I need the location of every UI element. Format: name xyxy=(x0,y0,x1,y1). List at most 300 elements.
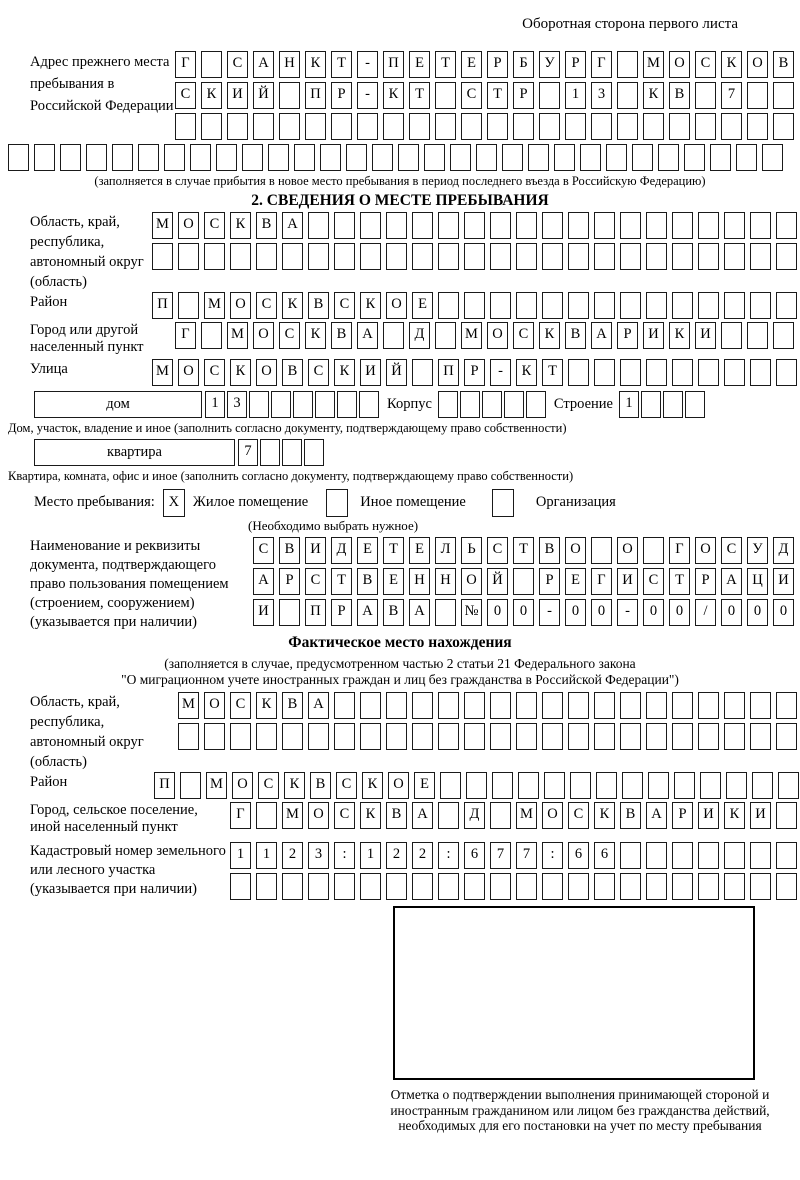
char-cell[interactable] xyxy=(242,144,263,171)
char-cell[interactable]: К xyxy=(282,292,303,319)
char-cell[interactable]: О xyxy=(487,322,508,349)
char-cell[interactable]: О xyxy=(542,802,563,829)
char-cell[interactable]: Т xyxy=(669,568,690,595)
char-cell[interactable]: Г xyxy=(591,51,612,78)
char-cell[interactable]: Е xyxy=(412,292,433,319)
char-cell[interactable]: Р xyxy=(487,51,508,78)
char-cell[interactable] xyxy=(334,692,355,719)
char-cell[interactable] xyxy=(464,243,485,270)
char-cell[interactable] xyxy=(230,243,251,270)
char-cell[interactable] xyxy=(490,692,511,719)
char-cell[interactable]: Й xyxy=(386,359,407,386)
char-cell[interactable] xyxy=(698,692,719,719)
char-cell[interactable] xyxy=(542,692,563,719)
char-cell[interactable]: А xyxy=(412,802,433,829)
char-cell[interactable] xyxy=(461,113,482,140)
char-cell[interactable]: К xyxy=(721,51,742,78)
char-cell[interactable] xyxy=(568,723,589,750)
char-cell[interactable]: 6 xyxy=(594,842,615,869)
char-cell[interactable]: 7 xyxy=(721,82,742,109)
char-cell[interactable]: И xyxy=(643,322,664,349)
char-cell[interactable] xyxy=(773,113,794,140)
char-cell[interactable] xyxy=(175,113,196,140)
char-cell[interactable] xyxy=(646,692,667,719)
char-cell[interactable] xyxy=(279,82,300,109)
char-cell[interactable]: К xyxy=(305,51,326,78)
char-cell[interactable] xyxy=(178,723,199,750)
char-cell[interactable]: К xyxy=(230,359,251,386)
char-cell[interactable]: Р xyxy=(539,568,560,595)
char-cell[interactable] xyxy=(450,144,471,171)
char-cell[interactable]: С xyxy=(308,359,329,386)
char-cell[interactable] xyxy=(568,359,589,386)
char-cell[interactable] xyxy=(249,391,269,418)
char-cell[interactable]: Е xyxy=(383,568,404,595)
char-cell[interactable]: Р xyxy=(331,599,352,626)
char-cell[interactable]: О xyxy=(178,212,199,239)
char-cell[interactable] xyxy=(516,212,537,239)
char-cell[interactable]: 1 xyxy=(360,842,381,869)
char-cell[interactable] xyxy=(438,802,459,829)
char-cell[interactable]: С xyxy=(204,359,225,386)
char-cell[interactable] xyxy=(516,292,537,319)
char-cell[interactable]: В xyxy=(331,322,352,349)
char-cell[interactable] xyxy=(622,772,643,799)
char-cell[interactable] xyxy=(282,243,303,270)
char-cell[interactable]: К xyxy=(334,359,355,386)
char-cell[interactable]: Т xyxy=(487,82,508,109)
char-cell[interactable] xyxy=(646,842,667,869)
char-cell[interactable]: О xyxy=(669,51,690,78)
char-cell[interactable]: М xyxy=(643,51,664,78)
char-cell[interactable] xyxy=(591,537,612,564)
char-cell[interactable]: О xyxy=(253,322,274,349)
char-cell[interactable] xyxy=(412,873,433,900)
char-cell[interactable]: П xyxy=(383,51,404,78)
char-cell[interactable]: И xyxy=(305,537,326,564)
char-cell[interactable]: М xyxy=(152,359,173,386)
char-cell[interactable] xyxy=(672,692,693,719)
char-cell[interactable]: А xyxy=(357,599,378,626)
char-cell[interactable] xyxy=(138,144,159,171)
char-cell[interactable] xyxy=(383,113,404,140)
char-cell[interactable]: Р xyxy=(279,568,300,595)
char-cell[interactable] xyxy=(698,212,719,239)
char-cell[interactable]: М xyxy=(227,322,248,349)
char-cell[interactable] xyxy=(360,873,381,900)
char-cell[interactable]: К xyxy=(305,322,326,349)
char-cell[interactable] xyxy=(360,692,381,719)
char-cell[interactable]: С xyxy=(568,802,589,829)
char-cell[interactable]: Р xyxy=(331,82,352,109)
char-cell[interactable]: Н xyxy=(409,568,430,595)
char-cell[interactable] xyxy=(490,243,511,270)
char-cell[interactable] xyxy=(260,439,280,466)
char-cell[interactable] xyxy=(776,802,797,829)
char-cell[interactable]: Т xyxy=(383,537,404,564)
char-cell[interactable]: Р xyxy=(464,359,485,386)
char-cell[interactable] xyxy=(331,113,352,140)
char-cell[interactable] xyxy=(617,113,638,140)
char-cell[interactable]: Т xyxy=(513,537,534,564)
char-cell[interactable] xyxy=(308,243,329,270)
char-cell[interactable]: К xyxy=(230,212,251,239)
char-cell[interactable]: Н xyxy=(279,51,300,78)
char-cell[interactable] xyxy=(466,772,487,799)
char-cell[interactable]: А xyxy=(282,212,303,239)
char-cell[interactable] xyxy=(315,391,335,418)
char-cell[interactable]: : xyxy=(438,842,459,869)
char-cell[interactable]: С xyxy=(175,82,196,109)
char-cell[interactable]: В xyxy=(279,537,300,564)
char-cell[interactable] xyxy=(641,391,661,418)
char-cell[interactable] xyxy=(663,391,683,418)
char-cell[interactable] xyxy=(750,842,771,869)
char-cell[interactable] xyxy=(750,873,771,900)
char-cell[interactable]: 0 xyxy=(513,599,534,626)
char-cell[interactable] xyxy=(596,772,617,799)
char-cell[interactable] xyxy=(438,212,459,239)
char-cell[interactable]: В xyxy=(669,82,690,109)
char-cell[interactable] xyxy=(487,113,508,140)
char-cell[interactable] xyxy=(526,391,546,418)
char-cell[interactable]: М xyxy=(204,292,225,319)
char-cell[interactable]: О xyxy=(204,692,225,719)
char-cell[interactable]: А xyxy=(357,322,378,349)
char-cell[interactable] xyxy=(227,113,248,140)
char-cell[interactable]: 7 xyxy=(238,439,258,466)
char-cell[interactable]: 6 xyxy=(568,842,589,869)
char-cell[interactable]: / xyxy=(695,599,716,626)
char-cell[interactable] xyxy=(658,144,679,171)
char-cell[interactable]: П xyxy=(154,772,175,799)
char-cell[interactable] xyxy=(724,243,745,270)
char-cell[interactable]: А xyxy=(409,599,430,626)
char-cell[interactable]: Т xyxy=(542,359,563,386)
char-cell[interactable]: А xyxy=(646,802,667,829)
char-cell[interactable] xyxy=(271,391,291,418)
char-cell[interactable] xyxy=(568,212,589,239)
char-cell[interactable] xyxy=(256,802,277,829)
char-cell[interactable] xyxy=(438,873,459,900)
char-cell[interactable]: С xyxy=(204,212,225,239)
char-cell[interactable] xyxy=(490,723,511,750)
char-cell[interactable] xyxy=(750,292,771,319)
char-cell[interactable] xyxy=(568,292,589,319)
char-cell[interactable] xyxy=(698,243,719,270)
char-cell[interactable]: 2 xyxy=(386,842,407,869)
char-cell[interactable] xyxy=(750,243,771,270)
char-cell[interactable]: Б xyxy=(513,51,534,78)
char-cell[interactable]: : xyxy=(334,842,355,869)
char-cell[interactable] xyxy=(360,723,381,750)
char-cell[interactable]: А xyxy=(253,51,274,78)
char-cell[interactable]: Д xyxy=(331,537,352,564)
char-cell[interactable] xyxy=(294,144,315,171)
stay-option-organization-checkbox[interactable] xyxy=(492,489,514,517)
char-cell[interactable] xyxy=(438,692,459,719)
char-cell[interactable]: Д xyxy=(409,322,430,349)
char-cell[interactable]: В xyxy=(256,212,277,239)
char-cell[interactable]: С xyxy=(227,51,248,78)
char-cell[interactable]: - xyxy=(357,51,378,78)
char-cell[interactable] xyxy=(539,113,560,140)
char-cell[interactable] xyxy=(279,599,300,626)
char-cell[interactable]: О xyxy=(388,772,409,799)
char-cell[interactable] xyxy=(724,873,745,900)
char-cell[interactable] xyxy=(570,772,591,799)
char-cell[interactable]: 7 xyxy=(516,842,537,869)
char-cell[interactable] xyxy=(490,802,511,829)
char-cell[interactable] xyxy=(591,113,612,140)
char-cell[interactable]: 6 xyxy=(464,842,485,869)
char-cell[interactable]: О xyxy=(461,568,482,595)
char-cell[interactable]: Е xyxy=(409,51,430,78)
char-cell[interactable]: - xyxy=(490,359,511,386)
char-cell[interactable]: 3 xyxy=(308,842,329,869)
char-cell[interactable]: Р xyxy=(513,82,534,109)
stay-option-other-checkbox[interactable] xyxy=(326,489,348,517)
char-cell[interactable] xyxy=(334,873,355,900)
char-cell[interactable]: Р xyxy=(672,802,693,829)
char-cell[interactable] xyxy=(360,243,381,270)
char-cell[interactable] xyxy=(776,292,797,319)
char-cell[interactable] xyxy=(372,144,393,171)
char-cell[interactable]: С xyxy=(253,537,274,564)
char-cell[interactable] xyxy=(672,243,693,270)
char-cell[interactable]: П xyxy=(438,359,459,386)
char-cell[interactable] xyxy=(304,439,324,466)
char-cell[interactable]: О xyxy=(178,359,199,386)
char-cell[interactable]: С xyxy=(334,292,355,319)
char-cell[interactable] xyxy=(542,243,563,270)
char-cell[interactable] xyxy=(435,113,456,140)
char-cell[interactable]: И xyxy=(253,599,274,626)
char-cell[interactable]: О xyxy=(308,802,329,829)
char-cell[interactable] xyxy=(440,772,461,799)
char-cell[interactable] xyxy=(502,144,523,171)
char-cell[interactable] xyxy=(204,243,225,270)
char-cell[interactable] xyxy=(724,723,745,750)
char-cell[interactable]: В xyxy=(282,692,303,719)
char-cell[interactable]: 1 xyxy=(619,391,639,418)
char-cell[interactable] xyxy=(518,772,539,799)
char-cell[interactable] xyxy=(492,772,513,799)
char-cell[interactable]: М xyxy=(516,802,537,829)
char-cell[interactable]: № xyxy=(461,599,482,626)
char-cell[interactable]: Й xyxy=(253,82,274,109)
char-cell[interactable] xyxy=(201,51,222,78)
char-cell[interactable] xyxy=(435,322,456,349)
char-cell[interactable]: В xyxy=(565,322,586,349)
char-cell[interactable]: А xyxy=(253,568,274,595)
char-cell[interactable] xyxy=(152,243,173,270)
char-cell[interactable] xyxy=(620,212,641,239)
char-cell[interactable] xyxy=(438,243,459,270)
char-cell[interactable]: О xyxy=(565,537,586,564)
char-cell[interactable] xyxy=(648,772,669,799)
char-cell[interactable] xyxy=(178,292,199,319)
char-cell[interactable] xyxy=(594,359,615,386)
char-cell[interactable]: О xyxy=(617,537,638,564)
char-cell[interactable] xyxy=(750,723,771,750)
char-cell[interactable] xyxy=(398,144,419,171)
char-cell[interactable] xyxy=(685,391,705,418)
char-cell[interactable] xyxy=(282,439,302,466)
char-cell[interactable] xyxy=(724,842,745,869)
char-cell[interactable] xyxy=(750,692,771,719)
char-cell[interactable]: Г xyxy=(669,537,690,564)
char-cell[interactable] xyxy=(476,144,497,171)
char-cell[interactable] xyxy=(216,144,237,171)
char-cell[interactable]: П xyxy=(305,82,326,109)
char-cell[interactable] xyxy=(747,113,768,140)
char-cell[interactable]: П xyxy=(152,292,173,319)
char-cell[interactable] xyxy=(672,842,693,869)
char-cell[interactable] xyxy=(542,873,563,900)
char-cell[interactable] xyxy=(112,144,133,171)
char-cell[interactable] xyxy=(86,144,107,171)
char-cell[interactable] xyxy=(568,243,589,270)
char-cell[interactable] xyxy=(204,723,225,750)
char-cell[interactable] xyxy=(750,359,771,386)
char-cell[interactable]: 1 xyxy=(565,82,586,109)
char-cell[interactable]: 2 xyxy=(412,842,433,869)
char-cell[interactable] xyxy=(435,82,456,109)
char-cell[interactable] xyxy=(464,723,485,750)
char-cell[interactable] xyxy=(268,144,289,171)
char-cell[interactable]: С xyxy=(279,322,300,349)
char-cell[interactable] xyxy=(516,723,537,750)
char-cell[interactable] xyxy=(513,568,534,595)
char-cell[interactable] xyxy=(282,723,303,750)
char-cell[interactable]: П xyxy=(305,599,326,626)
char-cell[interactable]: Е xyxy=(409,537,430,564)
char-cell[interactable] xyxy=(620,842,641,869)
char-cell[interactable] xyxy=(513,113,534,140)
char-cell[interactable]: 1 xyxy=(205,391,225,418)
char-cell[interactable]: Т xyxy=(435,51,456,78)
char-cell[interactable] xyxy=(776,723,797,750)
char-cell[interactable] xyxy=(747,82,768,109)
char-cell[interactable]: - xyxy=(539,599,560,626)
char-cell[interactable] xyxy=(698,292,719,319)
char-cell[interactable] xyxy=(565,113,586,140)
char-cell[interactable] xyxy=(698,842,719,869)
char-cell[interactable]: Д xyxy=(773,537,794,564)
char-cell[interactable]: О xyxy=(256,359,277,386)
char-cell[interactable] xyxy=(747,322,768,349)
char-cell[interactable] xyxy=(435,599,456,626)
char-cell[interactable] xyxy=(490,873,511,900)
char-cell[interactable] xyxy=(337,391,357,418)
char-cell[interactable]: В xyxy=(620,802,641,829)
char-cell[interactable] xyxy=(620,723,641,750)
char-cell[interactable]: С xyxy=(487,537,508,564)
char-cell[interactable] xyxy=(594,692,615,719)
char-cell[interactable]: С xyxy=(721,537,742,564)
char-cell[interactable]: 1 xyxy=(230,842,251,869)
char-cell[interactable]: М xyxy=(282,802,303,829)
char-cell[interactable] xyxy=(695,113,716,140)
char-cell[interactable] xyxy=(542,292,563,319)
char-cell[interactable] xyxy=(617,82,638,109)
char-cell[interactable]: Н xyxy=(435,568,456,595)
char-cell[interactable] xyxy=(504,391,524,418)
char-cell[interactable]: Т xyxy=(409,82,430,109)
char-cell[interactable]: 0 xyxy=(643,599,664,626)
char-cell[interactable] xyxy=(646,359,667,386)
char-cell[interactable]: А xyxy=(721,568,742,595)
char-cell[interactable]: С xyxy=(513,322,534,349)
char-cell[interactable]: - xyxy=(357,82,378,109)
char-cell[interactable]: К xyxy=(360,802,381,829)
char-cell[interactable]: Ц xyxy=(747,568,768,595)
char-cell[interactable]: Г xyxy=(175,51,196,78)
char-cell[interactable] xyxy=(360,212,381,239)
char-cell[interactable] xyxy=(542,723,563,750)
char-cell[interactable]: К xyxy=(539,322,560,349)
char-cell[interactable] xyxy=(201,113,222,140)
char-cell[interactable]: И xyxy=(227,82,248,109)
char-cell[interactable] xyxy=(698,359,719,386)
char-cell[interactable] xyxy=(724,359,745,386)
char-cell[interactable] xyxy=(34,144,55,171)
char-cell[interactable]: С xyxy=(695,51,716,78)
char-cell[interactable] xyxy=(180,772,201,799)
char-cell[interactable]: Т xyxy=(331,51,352,78)
char-cell[interactable] xyxy=(256,243,277,270)
char-cell[interactable] xyxy=(617,51,638,78)
char-cell[interactable] xyxy=(776,692,797,719)
char-cell[interactable] xyxy=(412,212,433,239)
char-cell[interactable] xyxy=(672,292,693,319)
char-cell[interactable] xyxy=(308,212,329,239)
char-cell[interactable] xyxy=(201,322,222,349)
char-cell[interactable]: И xyxy=(695,322,716,349)
char-cell[interactable]: К xyxy=(360,292,381,319)
char-cell[interactable] xyxy=(544,772,565,799)
char-cell[interactable] xyxy=(776,212,797,239)
char-cell[interactable] xyxy=(383,322,404,349)
char-cell[interactable]: С xyxy=(336,772,357,799)
char-cell[interactable] xyxy=(646,212,667,239)
char-cell[interactable] xyxy=(464,873,485,900)
char-cell[interactable]: С xyxy=(258,772,279,799)
char-cell[interactable]: Г xyxy=(175,322,196,349)
char-cell[interactable] xyxy=(386,212,407,239)
char-cell[interactable] xyxy=(672,873,693,900)
char-cell[interactable] xyxy=(646,873,667,900)
char-cell[interactable]: Л xyxy=(435,537,456,564)
char-cell[interactable] xyxy=(464,292,485,319)
char-cell[interactable] xyxy=(178,243,199,270)
char-cell[interactable] xyxy=(482,391,502,418)
char-cell[interactable]: Е xyxy=(461,51,482,78)
char-cell[interactable]: К xyxy=(669,322,690,349)
char-cell[interactable] xyxy=(460,391,480,418)
char-cell[interactable] xyxy=(8,144,29,171)
char-cell[interactable]: В xyxy=(282,359,303,386)
char-cell[interactable] xyxy=(620,359,641,386)
char-cell[interactable]: Е xyxy=(357,537,378,564)
char-cell[interactable] xyxy=(620,873,641,900)
char-cell[interactable]: Р xyxy=(565,51,586,78)
char-cell[interactable] xyxy=(646,243,667,270)
char-cell[interactable] xyxy=(464,692,485,719)
char-cell[interactable]: К xyxy=(383,82,404,109)
char-cell[interactable] xyxy=(516,873,537,900)
